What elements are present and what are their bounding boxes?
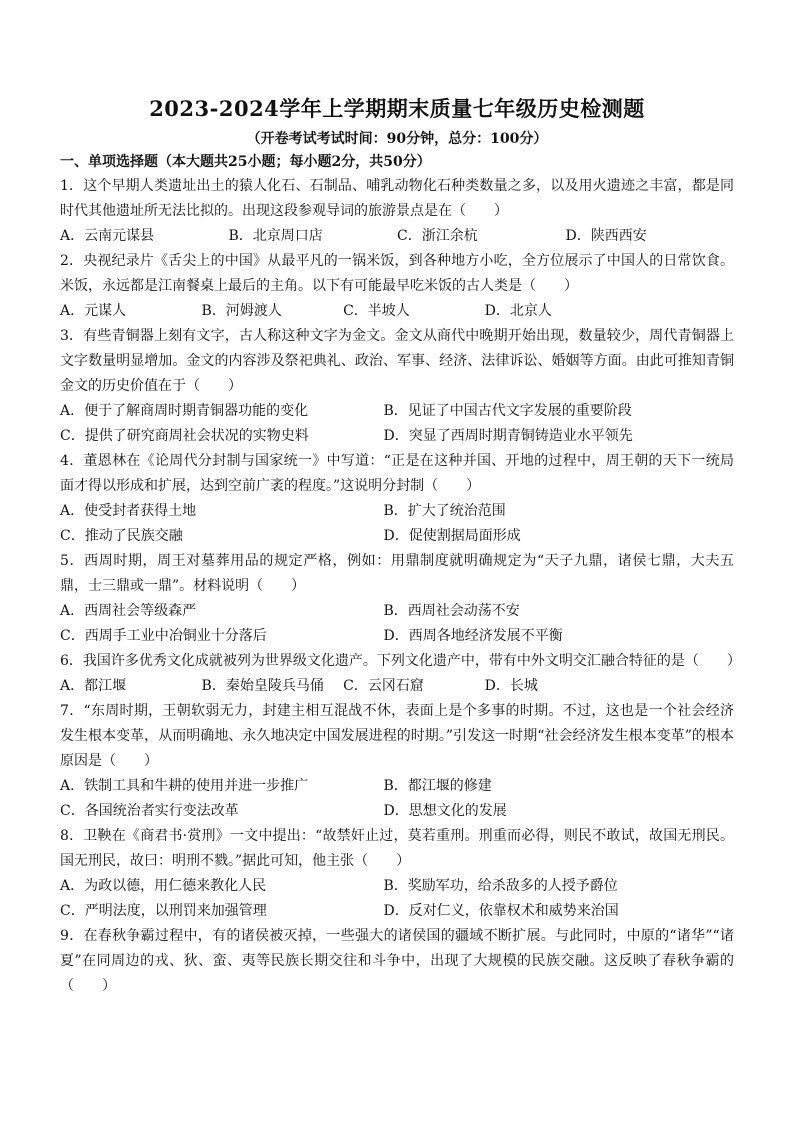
question-stem: 6．我国许多优秀文化成就被列为世界级文化遗产。下列文化遗产中，带有中外文明交汇融合特征的是（ ） <box>60 653 741 669</box>
option-d: D．反对仁义，依靠权术和威势来治国 <box>383 903 619 919</box>
option-b: B．北京周口店 <box>228 228 323 244</box>
option-b: B．河姆渡人 <box>201 303 282 319</box>
question-8 <box>60 824 734 924</box>
question-stem: 1．这个早期人类遗址出土的猿人化石、石制品、哺乳动物化石种类数量之多，以及用火遗迹之丰富，都是同时代其他遗址所无法比拟的。出现这段参观导词的旅游景点是在（ ） <box>60 178 734 219</box>
option-row <box>60 874 734 924</box>
option-a: A．云南元谋县 <box>60 228 155 244</box>
question-5 <box>60 549 734 649</box>
option-d: D．西周各地经济发展不平衡 <box>383 628 563 644</box>
option-a: A．都江堰 <box>60 678 127 694</box>
option-d: D．长城 <box>484 678 538 694</box>
exam-title: 2023-2024学年上学期期末质量七年级历史检测题 <box>149 96 645 121</box>
option-b: B．见证了中国古代文字发展的重要阶段 <box>383 403 632 419</box>
option-a: A．使受封者获得土地 <box>60 503 197 519</box>
option-d: D．突显了西周时期青铜铸造业水平领先 <box>383 428 633 444</box>
option-d: D．促使割据局面形成 <box>383 528 521 544</box>
question-1 <box>60 174 734 249</box>
option-c: C．推动了民族交融 <box>60 528 183 544</box>
option-a: A．元谋人 <box>60 303 127 319</box>
question-stem: 5．西周时期，周王对墓葬用品的规定严格，例如：用鼎制度就明确规定为“天子九鼎，诸侯七鼎，大夫五鼎，士三鼎或一鼎”。材料说明（ ） <box>60 553 734 594</box>
option-row <box>60 499 734 549</box>
question-stem: 4．董恩林在《论周代分封制与国家统一》中写道：“正是在这种并国、开地的过程中，周王朝的天下一统局面才得以形成和扩展，达到空前广袤的程度。”这说明分封制（ ） <box>60 453 734 494</box>
section-heading: 一、单项选择题（本大题共25小题；每小题2分，共50分） <box>60 154 431 170</box>
question-7 <box>60 699 734 824</box>
option-d: D．北京人 <box>484 303 552 319</box>
option-row <box>60 774 734 824</box>
option-c: C．各国统治者实行变法改革 <box>60 803 239 819</box>
option-a: A．便于了解商周时期青铜器功能的变化 <box>60 403 309 419</box>
option-c: C．浙江余杭 <box>397 228 478 244</box>
question-stem: 3．有些青铜器上刻有文字，古人称这种文字为金文。金文从商代中晚期开始出现，数量较少，周代青铜器上文字数量明显增加。金文的内容涉及祭祀典礼、政治、军事、经济、法律诉讼、婚姻等方面。由此可推知青铜金文的历史价值在于（ ） <box>60 328 734 394</box>
option-c: C．严明法度，以刑罚来加强管理 <box>60 903 267 919</box>
question-9 <box>60 924 734 999</box>
option-row <box>60 399 734 449</box>
option-a: A．西周社会等级森严 <box>60 603 197 619</box>
option-row <box>60 224 734 249</box>
question-4 <box>60 449 734 549</box>
option-b: B．都江堰的修建 <box>383 778 492 794</box>
question-2 <box>60 249 734 324</box>
question-stem: 2．央视纪录片《舌尖上的中国》从最平凡的一锅米饭，到各种地方小吃，全方位展示了中国人的日常饮食。米饭，永远都是江南餐桌上最后的主角。以下有可能最早吃米饭的古人类是（ ） <box>60 253 734 294</box>
option-b: B．扩大了统治范围 <box>383 503 506 519</box>
option-a: A．铁制工具和牛耕的使用并进一步推广 <box>60 778 309 794</box>
option-b: B．西周社会动荡不安 <box>383 603 520 619</box>
question-list <box>60 174 741 999</box>
option-row <box>60 599 734 649</box>
option-d: D．陕西西安 <box>565 228 647 244</box>
option-c: C．半坡人 <box>343 303 410 319</box>
option-a: A．为政以德，用仁德来教化人民 <box>60 878 267 894</box>
question-stem: 9．在春秋争霸过程中，有的诸侯被灭掉，一些强大的诸侯国的疆域不断扩展。与此同时，中原的“诸华”“诸夏”在同周边的戎、狄、蛮、夷等民族长期交往和斗争中，出现了大规模的民族交融。这反映了春秋争霸的（ ） <box>60 928 734 994</box>
question-stem: 7．“东周时期，王朝软弱无力，封建主相互混战不休，表面上是个多事的时期。不过，这也是一个社会经济发生根本变革，从而明确地、永久地决定中国发展进程的时期。”引发这一时期“社会经济发生根本变革”的根本原因是（ ） <box>60 703 734 769</box>
option-d: D．思想文化的发展 <box>383 803 507 819</box>
option-c: C．云冈石窟 <box>343 678 424 694</box>
option-c: C．西周手工业中冶铜业十分落后 <box>60 628 267 644</box>
question-stem: 8．卫鞅在《商君书·赏刑》一文中提出：“故禁奸止过，莫若重刑。刑重而必得，则民不敢试，故国无刑民。国无刑民，故曰：明刑不戮。”据此可知，他主张（ ） <box>60 828 734 869</box>
option-b: B．奖励军功，给杀敌多的人授予爵位 <box>383 878 618 894</box>
option-row <box>60 674 734 699</box>
option-c: C．提供了研究商周社会状况的实物史料 <box>60 428 309 444</box>
question-6 <box>60 649 741 699</box>
question-3 <box>60 324 734 449</box>
option-b: B．秦始皇陵兵马俑 <box>201 678 324 694</box>
option-row <box>60 299 734 324</box>
exam-subtitle: （开卷考试考试时间：90分钟，总分：100分） <box>246 131 548 147</box>
